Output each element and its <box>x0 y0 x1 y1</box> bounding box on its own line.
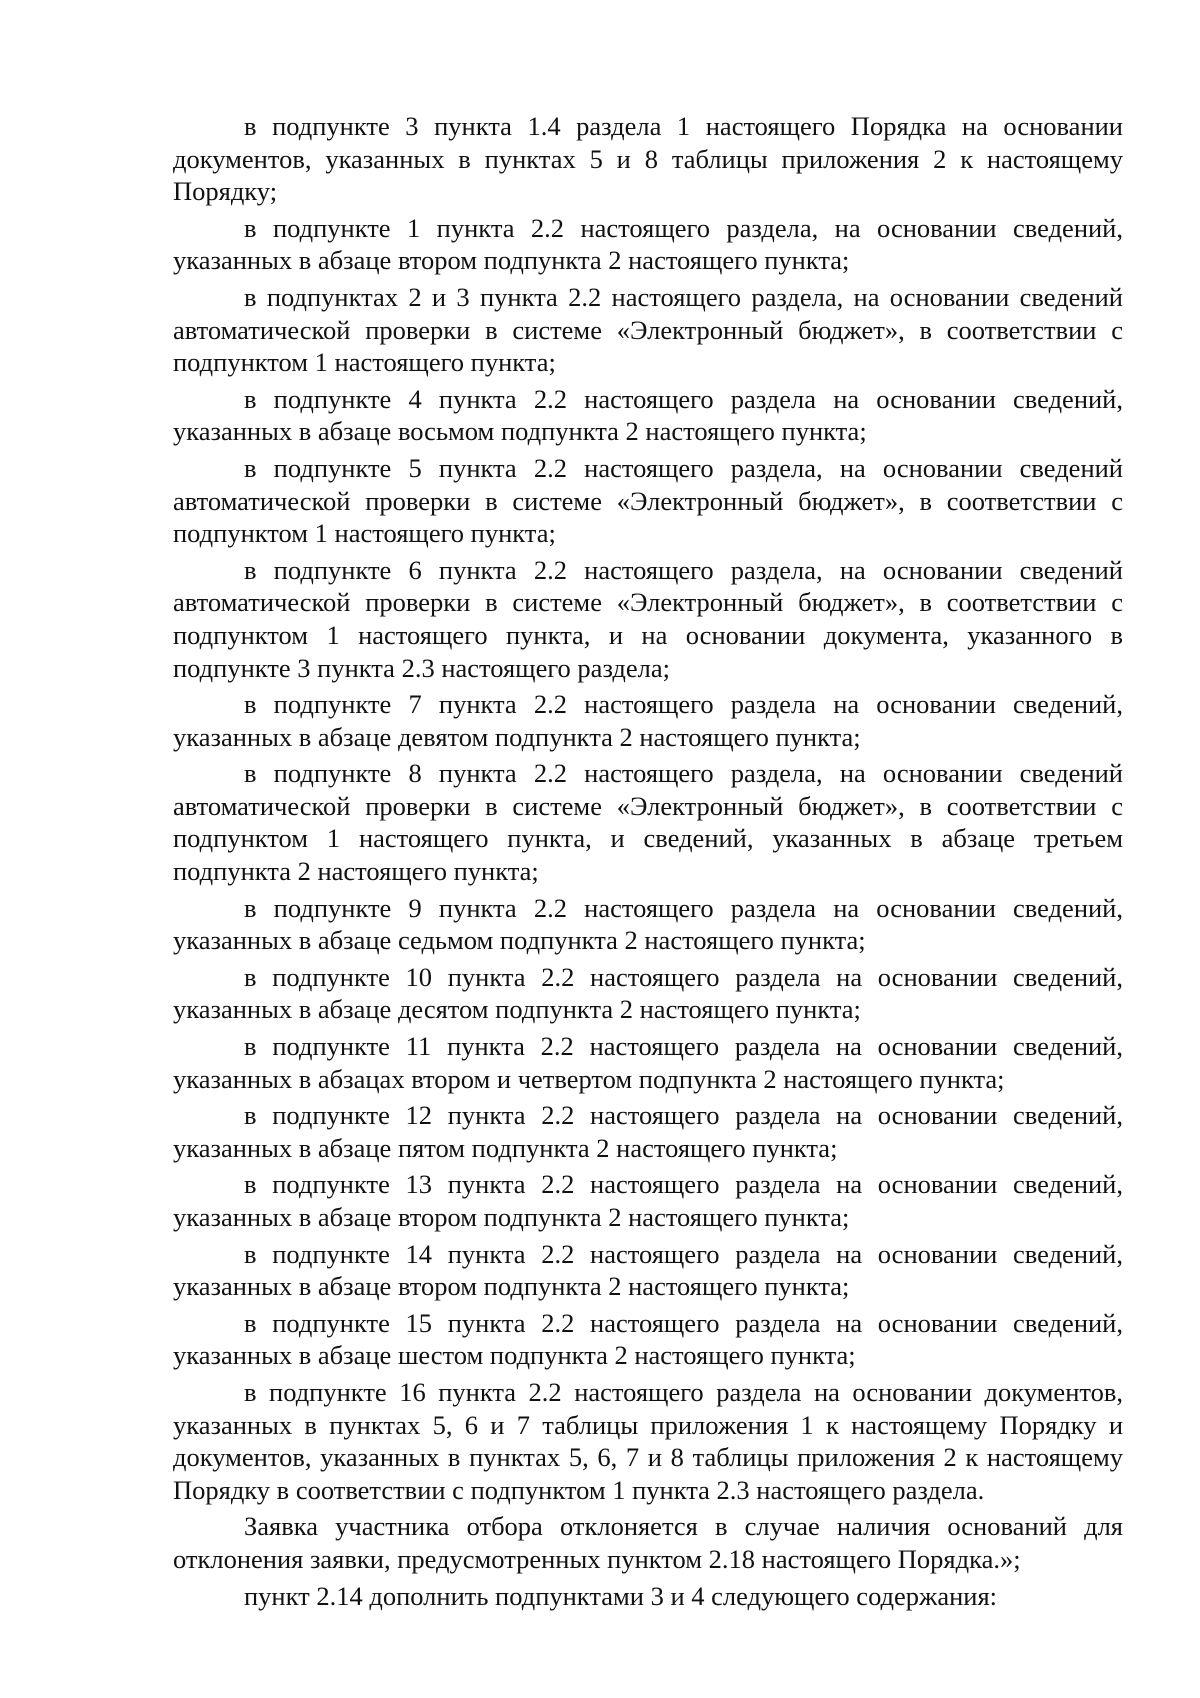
paragraph: в подпункте 7 пункта 2.2 настоящего раздела на основании сведений, указанных в абзаце девятом подпункта 2 настоящего пункта; <box>173 689 1123 752</box>
paragraph: в подпункте 12 пункта 2.2 настоящего раздела на основании сведений, указанных в абзаце пятом подпункта 2 настоящего пункта; <box>173 1100 1123 1163</box>
paragraph: Заявка участника отбора отклоняется в случае наличия оснований для отклонения заявки, предусмотренных пунктом 2.18 настоящего Порядка.»; <box>173 1511 1123 1574</box>
paragraph: в подпункте 6 пункта 2.2 настоящего раздела, на основании сведений автоматической проверки в системе «Электронный бюджет», в соответствии с подпунктом 1 настоящего пункта, и на основании документа, указанного в подпункте 3 пункта 2.3 настоящего раздела; <box>173 554 1123 683</box>
paragraph: в подпункте 14 пункта 2.2 настоящего раздела на основании сведений, указанных в абзаце втором подпункта 2 настоящего пункта; <box>173 1238 1123 1302</box>
paragraph: пункт 2.14 дополнить подпунктами 3 и 4 следующего содержания: <box>244 1580 998 1611</box>
paragraph: в подпункте 5 пункта 2.2 настоящего раздела, на основании сведений автоматической проверки в системе «Электронный бюджет», в соответствии с подпунктом 1 настоящего пункта; <box>173 452 1123 549</box>
paragraph: в подпункте 1 пункта 2.2 настоящего раздела, на основании сведений, указанных в абзаце втором подпункта 2 настоящего пункта; <box>173 212 1123 276</box>
paragraph: в подпункте 15 пункта 2.2 настоящего раздела на основании сведений, указанных в абзаце шестом подпункта 2 настоящего пункта; <box>173 1307 1123 1371</box>
paragraph: в подпункте 11 пункта 2.2 настоящего раздела на основании сведений, указанных в абзацах втором и четвертом подпункта 2 настоящего пункта; <box>173 1031 1123 1094</box>
paragraph: в подпункте 10 пункта 2.2 настоящего раздела на основании сведений, указанных в абзаце десятом подпункта 2 настоящего пункта; <box>173 961 1123 1025</box>
paragraph: в подпункте 8 пункта 2.2 настоящего раздела, на основании сведений автоматической проверки в системе «Электронный бюджет», в соответствии с подпунктом 1 настоящего пункта, и сведений, указанных в абзаце третьем подпункта 2 настоящего пункта; <box>173 758 1123 887</box>
paragraph: в подпунктах 2 и 3 пункта 2.2 настоящего раздела, на основании сведений автоматической проверки в системе «Электронный бюджет», в соответствии с подпунктом 1 настоящего пункта; <box>173 281 1123 378</box>
paragraph: в подпункте 3 пункта 1.4 раздела 1 настоящего Порядка на основании документов, указанных в пунктах 5 и 8 таблицы приложения 2 к настоящему Порядку; <box>173 111 1123 207</box>
paragraph: в подпункте 9 пункта 2.2 настоящего раздела на основании сведений, указанных в абзаце седьмом подпункта 2 настоящего пункта; <box>173 892 1123 956</box>
paragraph: в подпункте 4 пункта 2.2 настоящего раздела на основании сведений, указанных в абзаце восьмом подпункта 2 настоящего пункта; <box>173 383 1123 447</box>
paragraph: в подпункте 16 пункта 2.2 настоящего раздела на основании документов, указанных в пунктах 5, 6 и 7 таблицы приложения 1 к настоящему Порядку и документов, указанных в пунктах 5, 6, 7 и 8 таблицы приложения 2 к настоящему Порядку в соответствии с подпунктом 1 пункта 2.3 настоящего раздела. <box>173 1376 1123 1505</box>
document-page <box>173 110 1123 1616</box>
paragraph: в подпункте 13 пункта 2.2 настоящего раздела на основании сведений, указанных в абзаце втором подпункта 2 настоящего пункта; <box>173 1169 1123 1232</box>
